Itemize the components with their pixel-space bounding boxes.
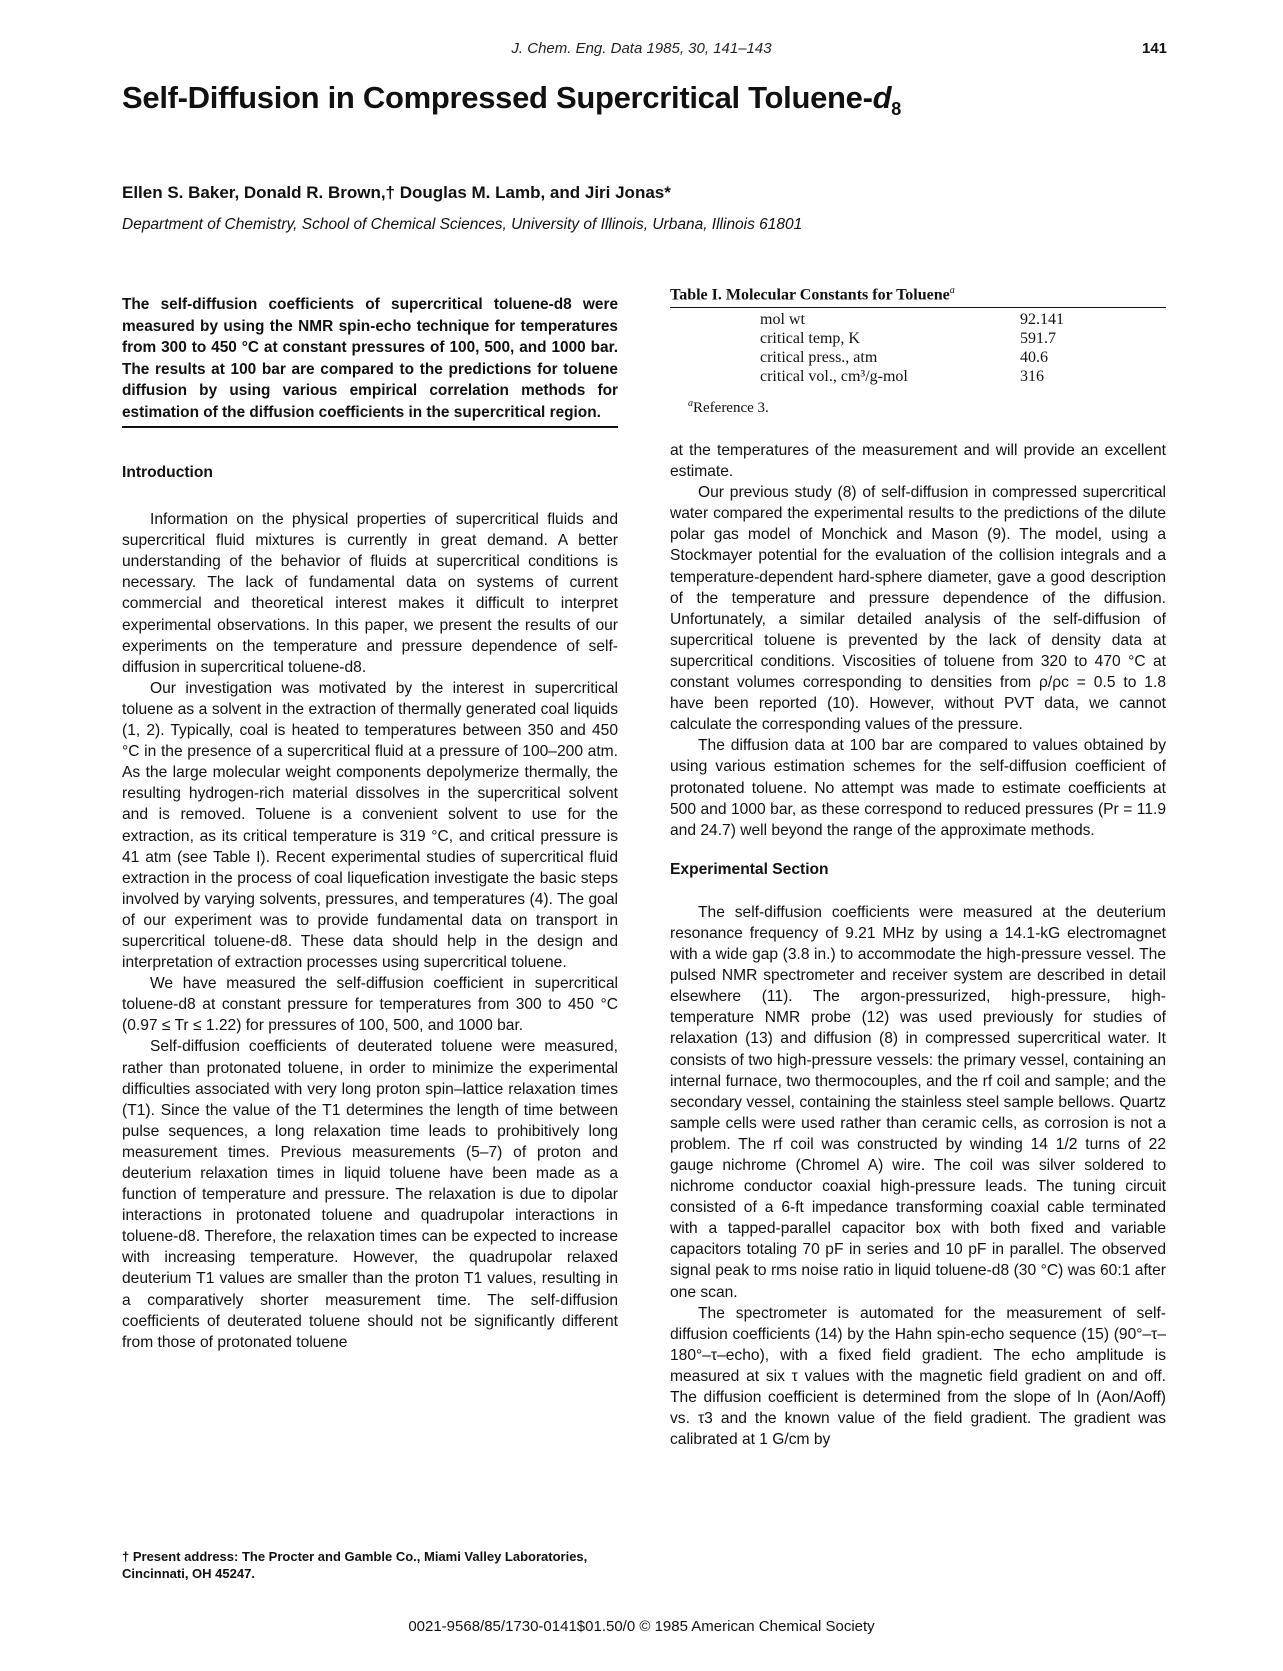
intro-paragraph-4: Self-diffusion coefficients of deuterated toluene were measured, rather than protonated toluene, in order to minimize the experimental difficulties associated with very long proton spin–lattice relaxation times (T1). Since the value of the T1 determines the length of time between pulse sequences, a long relaxation time leads to prohibitively long measurement times. Previous measurements (5–7) of proton and deuterium relaxation times in liquid toluene have been made as a function of temperature and pressure. The relaxation is due to dipolar interactions in protonated toluene and quadrupolar interactions in toluene-d8. Therefore, the relaxation times can be expected to increase with increasing temperature. However, the quadrupolar relaxed deuterium T1 values are smaller than the proton T1 values, resulting in a comparatively shorter measurement time. The self-diffusion coefficients of deuterated toluene should not be significantly different from those of protonated toluene <box>122 1038 618 1351</box>
table-cell-label: critical vol., cm³/g-mol <box>760 368 908 385</box>
table-cell-label: mol wt <box>760 311 805 328</box>
right-paragraph-5: The spectrometer is automated for the measurement of self-diffusion coefficients (14) by the Hahn spin-echo sequence (15) (90°–τ–180°–τ–echo), with a fixed field gradient. The echo amplitude is measured at six τ values with the magnetic field gradient on and off. The diffusion coefficient is determined from the slope of ln (Aon/Aoff) vs. τ3 and the known value of the field gradient. The gradient was calibrated at 1 G/cm by <box>670 1304 1166 1449</box>
right-column <box>670 440 1166 1450</box>
right-paragraph-2: Our previous study (8) of self-diffusion in compressed supercritical water compared the experimental results to the predictions of the dilute polar gas model of Monchick and Mason (9). The model, using a Stockmayer potential for the evaluation of the collision integrals and a temperature-dependent hard-sphere diameter, gave a good description of the temperature and pressure dependence of the diffusion. Unfortunately, a similar detailed analysis of the self-diffusion of supercritical toluene is prevented by the lack of density data at supercritical conditions. Viscosities of toluene from 320 to 470 °C at constant volumes corresponding to densities from ρ/ρc = 0.5 to 1.8 have been reported (10). However, without PVT data, we cannot calculate the corresponding values of the pressure. <box>670 484 1166 734</box>
title-main: Self-Diffusion in Compressed Supercritical Toluene- <box>122 80 873 115</box>
table-row <box>760 310 1064 329</box>
paper-title <box>122 80 901 120</box>
table-top-rule <box>670 307 1166 308</box>
right-paragraph-4: The self-diffusion coefficients were measured at the deuterium resonance frequency of 9.21 MHz by using a 14.1-kG electromagnet with a wide gap (3.8 in.) to accommodate the high-pressure vessel. The pulsed NMR spectrometer and receiver system are described in detail elsewhere (11). The argon-pressurized, high-pressure, high-temperature NMR probe (12) was used previously for studies of relaxation (13) and diffusion (8) in compressed supercritical water. It consists of two high-pressure vessels: the primary vessel, containing an internal furnace, two thermocouples, and the rf coil and sample; and the secondary vessel, containing the stainless steel sample bellows. Quartz sample cells were used rather than ceramic cells, as corrosion is not a problem. The rf coil was constructed by winding 14 1/2 turns of 22 gauge nichrome (Chromel A) wire. The coil was silver soldered to nichrome conductor coaxial high-pressure leads. The tuning circuit consisted of a 6-ft impedance transforming coaxial cable terminated with a tapped-parallel capacitor box with both fixed and variable capacitors totaling 70 pF in series and 10 pF in parallel. The observed signal peak to rms noise ratio in liquid toluene-d8 (30 °C) was 60:1 after one scan. <box>670 903 1166 1301</box>
table-cell-value: 92.141 <box>1020 311 1064 328</box>
page-footer: 0021-9568/85/1730-0141$01.50/0 © 1985 American Chemical Society <box>408 1618 875 1635</box>
right-paragraph-3: The diffusion data at 100 bar are compared to values obtained by using various estimation schemes for the self-diffusion coefficient of protonated toluene. No attempt was made to estimate coefficients at 500 and 1000 bar, as these correspond to reduced pressures (Pr = 11.9 and 24.7) well beyond the range of the approximate methods. <box>670 737 1166 839</box>
title-subscript: 8 <box>891 99 901 120</box>
title-d: d <box>872 80 892 115</box>
table-note-mark: a <box>688 398 693 409</box>
intro-heading: Introduction <box>122 464 213 481</box>
table-cell-label: critical temp, K <box>760 330 860 347</box>
footnote: † Present address: The Procter and Gamble Co., Miami Valley Laboratories, Cincinnati, OH 45247. <box>122 1549 588 1581</box>
table-title <box>670 285 955 304</box>
table-row <box>760 329 1064 348</box>
table-title-mark: a <box>949 285 955 296</box>
intro-paragraph-1: Information on the physical properties of supercritical fluids and supercritical fluid mixtures is currently in great demand. A better understanding of the behavior of fluids at supercritical conditions is necessary. The lack of fundamental data on systems of current commercial and theoretical interest makes it difficult to interpret experimental observations. In this paper, we present the results of our experiments on the temperature and pressure dependence of self-diffusion in supercritical toluene-d8. <box>122 511 618 676</box>
table-cell-label: critical press., atm <box>760 349 878 366</box>
page-number: 141 <box>1142 40 1168 57</box>
right-paragraph-1: at the temperatures of the measurement and will provide an excellent estimate. <box>670 442 1166 481</box>
table-note-text: Reference 3. <box>693 400 769 416</box>
abstract-rule <box>122 426 618 428</box>
running-head: J. Chem. Eng. Data 1985, 30, 141–143 <box>511 40 772 57</box>
abstract: The self-diffusion coefficients of supercritical toluene-d8 were measured by using the NMR spin-echo technique for temperatures from 300 to 450 °C at constant pressures of 100, 500, and 1000 bar. The results at 100 bar are compared to the predictions for toluene diffusion by using various empirical correlation methods for estimation of the diffusion coefficients in the supercritical region. <box>122 296 618 421</box>
table-row <box>760 367 1064 386</box>
table-cell-value: 40.6 <box>1020 349 1048 366</box>
authors: Ellen S. Baker, Donald R. Brown,† Douglas M. Lamb, and Jiri Jonas* <box>122 183 671 202</box>
molecular-constants-table <box>760 310 1064 386</box>
table-cell-value: 591.7 <box>1020 330 1056 347</box>
table-title-text: Table I. Molecular Constants for Toluene <box>670 286 950 304</box>
table-note <box>688 398 769 417</box>
affiliation: Department of Chemistry, School of Chemical Sciences, University of Illinois, Urbana, Illinois 61801 <box>122 216 803 233</box>
intro-paragraph-2: Our investigation was motivated by the interest in supercritical toluene as a solvent in the extraction of thermally generated coal liquids (1, 2). Typically, coal is heated to temperatures between 350 and 450 °C in the presence of a supercritical fluid at a pressure of 100–200 atm. As the large molecular weight components depolymerize thermally, the resulting hydrogen-rich material dissolves in the supercritical solvent and is removed. Toluene is a convenient solvent to use for the extraction, as its critical temperature is 319 °C, and critical pressure is 41 atm (see Table I). Recent experimental studies of supercritical fluid extraction in the process of coal liquefication investigate the basic steps involved by varying solvents, pressures, and temperatures (4). The goal of our experiment was to provide fundamental data on transport in supercritical toluene-d8. These data should help in the design and interpretation of extraction processes using supercritical toluene. <box>122 679 618 972</box>
intro-section <box>122 462 618 1353</box>
intro-paragraph-3: We have measured the self-diffusion coefficient in supercritical toluene-d8 at constant pressure for temperatures from 300 to 450 °C (0.97 ≤ Tr ≤ 1.22) for pressures of 100, 500, and 1000 bar. <box>122 975 618 1035</box>
experimental-heading: Experimental Section <box>670 860 829 878</box>
table-cell-value: 316 <box>1020 368 1044 385</box>
table-row <box>760 348 1064 367</box>
